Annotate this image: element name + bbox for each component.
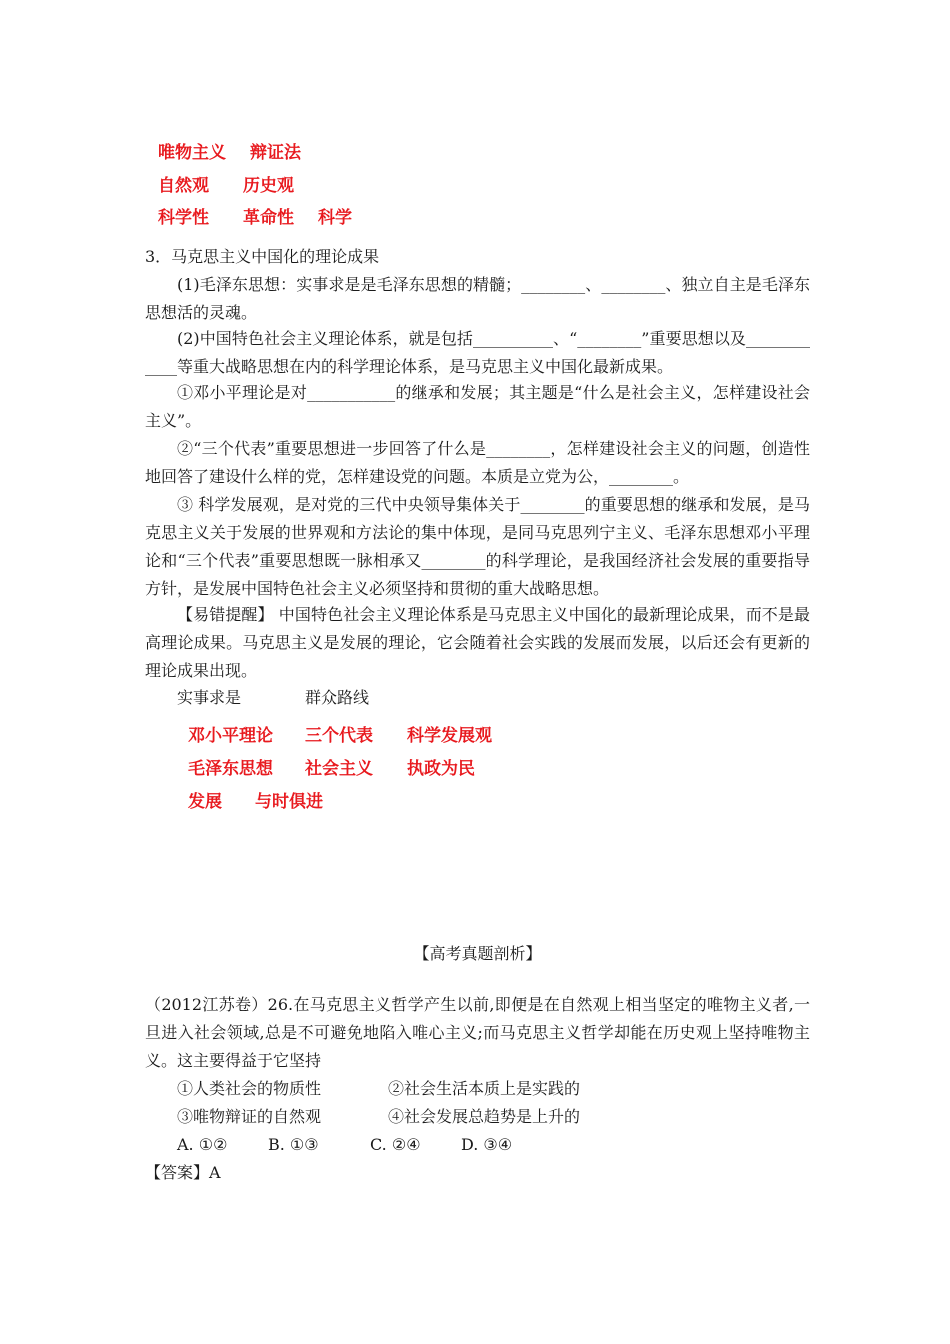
answer-socialism: 社会主义 <box>305 759 373 779</box>
answer-govern-for-people: 执政为民 <box>407 759 475 779</box>
error-tip-text: 中国特色社会主义理论体系是马克思主义中国化的最新理论成果，而不是最高理论成果。马克思主义是发展的理论，它会随着社会实践的发展而发展，以后还会有更新的理论成果出现。 <box>145 605 810 680</box>
answer-keep-pace: 与时俱进 <box>255 792 323 812</box>
answer-history-view: 历史观 <box>243 176 294 196</box>
paragraph-mao-thought: (1)毛泽东思想：实事求是是毛泽东思想的精髓；________、________、独立自主是毛泽东思想活的灵魂。 <box>145 275 810 322</box>
paragraph-socialism-theory: (2)中国特色社会主义理论体系，就是包括__________、“________”重要思想以及____________等重大战略思想在内的科学理论体系，是马克思主义中国化最新成果。 <box>145 329 810 376</box>
paragraph-three-represents: ②“三个代表”重要思想进一步回答了什么是________，怎样建设社会主义的问题，创造性地回答了建设什么样的党，怎样建设党的问题。本质是立党为公，________。 <box>145 439 810 486</box>
answer-scientific-development: 科学发展观 <box>407 726 492 746</box>
answer-deng-theory: 邓小平理论 <box>188 726 273 746</box>
answer-revolutionary: 革命性 <box>243 208 294 228</box>
paragraph-deng-theory: ①邓小平理论是对___________的继承和发展；其主题是“什么是社会主义，怎样建设社会主义”。 <box>145 383 810 430</box>
choice-a: A. ①② <box>177 1135 228 1154</box>
option-2: ②社会生活本质上是实践的 <box>388 1079 581 1098</box>
answer-mass-line: 群众路线 <box>305 688 370 707</box>
answer-scientific: 科学性 <box>158 208 209 228</box>
exam-section-title: 【高考真题剖析】 <box>413 944 542 963</box>
error-tip-label: 【易错提醒】 <box>177 605 274 624</box>
choice-b: B. ①③ <box>268 1135 319 1154</box>
option-3: ③唯物辩证的自然观 <box>177 1107 322 1126</box>
choice-d: D. ③④ <box>461 1135 513 1154</box>
paragraph-scientific-development: ③ 科学发展观，是对党的三代中央领导集体关于________的重要思想的继承和发展，是马克思主义关于发展的世界观和方法论的集中体现，是同马克思列宁主义、毛泽东思想邓小平理论和“三个代表”重要思想既一脉相承又________的科学理论，是我国经济社会发展的重要指导方针，是发展中国特色社会主义必须坚持和贯彻的重大战略思想。 <box>145 495 810 598</box>
answer-seek-truth: 实事求是 <box>177 688 242 707</box>
answer-science: 科学 <box>318 208 352 228</box>
answer-dialectics: 辩证法 <box>250 143 301 163</box>
error-tip <box>145 601 810 685</box>
answer-materialism: 唯物主义 <box>158 143 226 163</box>
answer-mao-thought: 毛泽东思想 <box>188 759 273 779</box>
answer-three-represents: 三个代表 <box>305 726 373 746</box>
choice-c: C. ②④ <box>370 1135 421 1154</box>
option-4: ④社会发展总趋势是上升的 <box>388 1107 581 1126</box>
answer-development: 发展 <box>188 792 222 812</box>
section-heading: 3．马克思主义中国化的理论成果 <box>145 247 380 266</box>
exam-answer: 【答案】A <box>145 1163 221 1182</box>
exam-question: （2012江苏卷）26.在马克思主义哲学产生以前,即便是在自然观上相当坚定的唯物主义者,一旦进入社会领域,总是不可避免地陷入唯心主义;而马克思主义哲学却能在历史观上坚持唯物主义。这主要得益于它坚持 <box>145 995 810 1070</box>
answer-nature-view: 自然观 <box>158 176 209 196</box>
option-1: ①人类社会的物质性 <box>177 1079 322 1098</box>
